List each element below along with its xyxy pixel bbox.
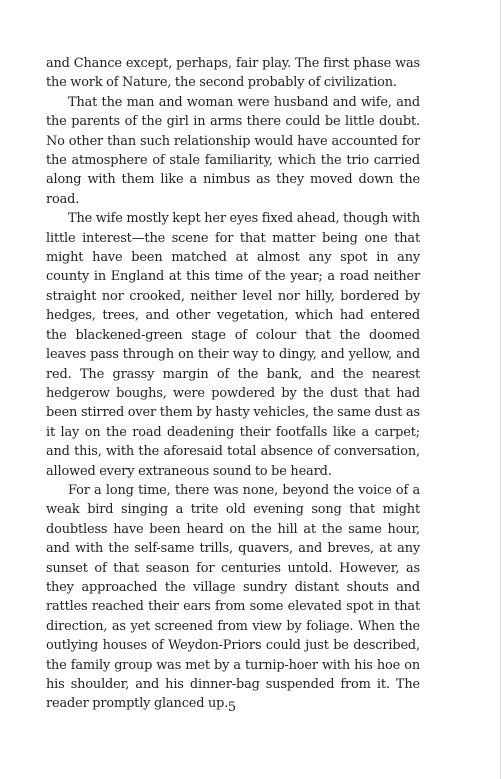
paragraph-continued: and Chance except, perhaps, fair play. The first phase was the work of Nature, the second probably of civilization.: [46, 56, 420, 91]
paragraph: For a long time, there was none, beyond the voice of a weak bird singing a trite old evening song that might doubtless have been heard on the hill at the same hour, and with the self-same trills, quavers, and breves, at any sunset of that season for centuries untold. However, as they approached the village sundry distant shouts and rattles reached their ears from some elevated spot in that direction, as yet screened from view by foliage. When the outlying houses of Weydon-Priors could just be described, the family group was met by a turnip-hoer with his hoe on his shoulder, and his dinner-bag suspended from it. The reader promptly glanced up.: [46, 482, 420, 712]
paragraph: That the man and woman were husband and wife, and the parents of the girl in arms there could be little doubt. No other than such relationship would have accounted for the atmosphere of stale familiarity, which the trio carried along with them like a nimbus as they moved down the road.: [46, 94, 420, 207]
body-text: [46, 54, 420, 714]
page-number: 5: [227, 700, 237, 715]
paragraph: The wife mostly kept her eyes fixed ahead, though with little interest—the scene for that matter being one that might have been matched at almost any spot in any county in England at this time of the year; a road neither straight nor crooked, neither level nor hilly, bordered by hedges, trees, and other vegetation, which had entered the blackened-green stage of colour that the doomed leaves pass through on their way to dingy, and yellow, and red. The grassy margin of the bank, and the nearest hedgerow boughs, were powdered by the dust that had been stirred over them by hasty vehicles, the same dust as it lay on the road deadening their footfalls like a carpet; and this, with the aforesaid total absence of conversation, allowed every extraneous sound to be heard.: [46, 211, 420, 479]
